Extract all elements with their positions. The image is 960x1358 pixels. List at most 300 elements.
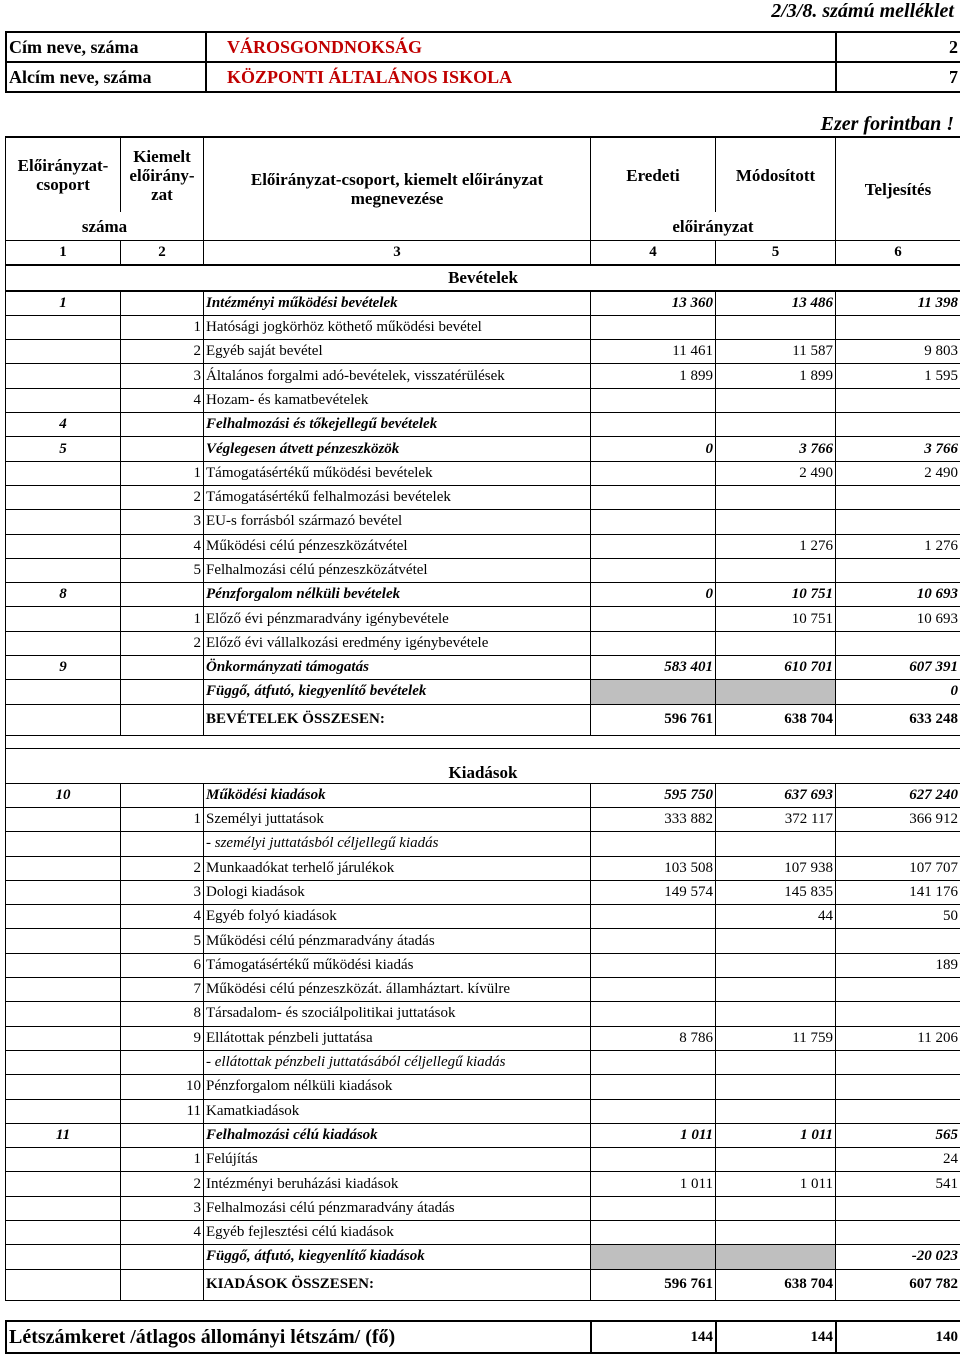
income-group-number (6, 631, 121, 655)
income-item-number (121, 437, 204, 461)
expense-group-number (6, 978, 121, 1002)
expense-row (6, 1050, 960, 1074)
income-modified-value (716, 388, 836, 412)
expense-item-number: 11 (121, 1099, 204, 1123)
income-group-number (6, 607, 121, 631)
expense-group-number (6, 1026, 121, 1050)
headcount-row (6, 1321, 960, 1353)
income-group-number (6, 388, 121, 412)
income-original-value (591, 607, 716, 631)
expense-group-number (6, 1050, 121, 1074)
income-item-name: Működési célú pénzeszközátvétel (204, 534, 591, 558)
income-item-name: Véglegesen átvett pénzeszközök (204, 437, 591, 461)
income-modified-value: 638 704 (716, 704, 836, 735)
income-row (6, 291, 960, 316)
expense-actual-value: 565 (836, 1123, 960, 1147)
income-actual-value: 2 490 (836, 461, 960, 485)
income-modified-value: 2 490 (716, 461, 836, 485)
expense-original-value (591, 1220, 716, 1244)
income-item-number (121, 704, 204, 735)
expense-item-number (121, 832, 204, 856)
page-label: 2/3/8. számú melléklet (771, 0, 954, 22)
header-num-1: 1 (6, 241, 121, 266)
expense-original-value: 333 882 (591, 807, 716, 831)
alcim-name: KÖZPONTI ÁLTALÁNOS ISKOLA (206, 62, 836, 92)
expense-row (6, 1026, 960, 1050)
income-item-number: 2 (121, 485, 204, 509)
expense-actual-value (836, 929, 960, 953)
expense-item-number (121, 1123, 204, 1147)
expense-modified-value (716, 1220, 836, 1244)
header-num-5: 5 (716, 241, 836, 266)
income-group-number: 4 (6, 413, 121, 437)
income-item-name: Támogatásértékű működési bevételek (204, 461, 591, 485)
expense-group-number (6, 807, 121, 831)
income-original-value (591, 485, 716, 509)
expense-item-name: Személyi juttatások (204, 807, 591, 831)
expense-actual-value: -20 023 (836, 1245, 960, 1269)
income-item-name: Függő, átfutó, kiegyenlítő bevételek (204, 680, 591, 704)
income-original-value (591, 558, 716, 582)
expense-modified-value (716, 1050, 836, 1074)
expense-item-name: Felújítás (204, 1148, 591, 1172)
income-actual-value: 11 398 (836, 291, 960, 316)
expense-item-number: 9 (121, 1026, 204, 1050)
income-item-number: 3 (121, 510, 204, 534)
expense-row (6, 953, 960, 977)
expense-item-number: 1 (121, 807, 204, 831)
income-row (6, 437, 960, 461)
alcim-number: 7 (836, 62, 960, 92)
income-original-value: 583 401 (591, 656, 716, 680)
expense-original-value (591, 929, 716, 953)
header-num-4: 4 (591, 241, 716, 266)
expense-original-value (591, 978, 716, 1002)
expense-modified-value: 11 759 (716, 1026, 836, 1050)
expense-item-name: Dologi kiadások (204, 880, 591, 904)
expense-group-number (6, 1269, 121, 1300)
income-group-number (6, 558, 121, 582)
headcount-actual: 140 (836, 1321, 960, 1353)
income-item-number (121, 656, 204, 680)
expense-actual-value (836, 1050, 960, 1074)
expense-actual-value: 541 (836, 1172, 960, 1196)
income-row (6, 461, 960, 485)
expense-modified-value (716, 1245, 836, 1269)
expense-row (6, 1002, 960, 1026)
expense-actual-value: 607 782 (836, 1269, 960, 1300)
income-modified-value (716, 510, 836, 534)
income-item-number: 2 (121, 340, 204, 364)
income-row (6, 607, 960, 631)
expense-row (6, 880, 960, 904)
expense-original-value: 1 011 (591, 1172, 716, 1196)
income-original-value (591, 631, 716, 655)
expense-modified-value: 107 938 (716, 856, 836, 880)
income-row (6, 583, 960, 607)
income-original-value: 596 761 (591, 704, 716, 735)
expense-item-number: 10 (121, 1075, 204, 1099)
income-row (6, 340, 960, 364)
expense-row (6, 905, 960, 929)
income-group-number: 5 (6, 437, 121, 461)
header-numbers-row (6, 241, 960, 266)
expense-item-name: Működési célú pénzeszközát. államháztart. kívülre (204, 978, 591, 1002)
income-original-value: 13 360 (591, 291, 716, 316)
expense-row (6, 929, 960, 953)
income-actual-value (836, 510, 960, 534)
income-group-number (6, 680, 121, 704)
expense-modified-value (716, 1196, 836, 1220)
income-original-value (591, 315, 716, 339)
expense-row (6, 856, 960, 880)
income-item-name: Előző évi pénzmaradvány igénybevétele (204, 607, 591, 631)
cim-number: 2 (836, 32, 960, 62)
income-original-value (591, 534, 716, 558)
expense-original-value (591, 1148, 716, 1172)
income-modified-value: 1 276 (716, 534, 836, 558)
title-table (5, 31, 960, 93)
income-row (6, 558, 960, 582)
expense-group-number (6, 1220, 121, 1244)
section-expenses-title: Kiadások (6, 748, 960, 783)
expense-actual-value: 366 912 (836, 807, 960, 831)
expense-item-name: Működési kiadások (204, 783, 591, 807)
income-modified-value (716, 680, 836, 704)
expense-original-value: 1 011 (591, 1123, 716, 1147)
expense-item-name: Egyéb fejlesztési célú kiadások (204, 1220, 591, 1244)
income-group-number (6, 364, 121, 388)
expense-group-number (6, 929, 121, 953)
expense-row (6, 1196, 960, 1220)
expense-modified-value (716, 1002, 836, 1026)
income-group-number (6, 340, 121, 364)
expense-modified-value: 1 011 (716, 1123, 836, 1147)
budget-table (5, 136, 960, 1301)
expense-modified-value: 145 835 (716, 880, 836, 904)
header-col6: Teljesítés (836, 137, 960, 241)
expense-group-number (6, 905, 121, 929)
income-actual-value (836, 558, 960, 582)
expense-original-value (591, 1075, 716, 1099)
income-group-number (6, 534, 121, 558)
income-row (6, 315, 960, 339)
income-actual-value: 9 803 (836, 340, 960, 364)
expense-modified-value: 637 693 (716, 783, 836, 807)
income-row (6, 704, 960, 735)
income-item-number (121, 583, 204, 607)
header-col4: Eredeti (591, 137, 716, 212)
income-item-number: 4 (121, 388, 204, 412)
income-modified-value: 610 701 (716, 656, 836, 680)
header-col2: Kiemelt előirány-zat (121, 137, 204, 212)
cim-row (6, 32, 960, 62)
expense-actual-value (836, 1002, 960, 1026)
expense-row (6, 783, 960, 807)
income-modified-value: 13 486 (716, 291, 836, 316)
income-item-name: Hatósági jogkörhöz köthető működési bevétel (204, 315, 591, 339)
expense-actual-value (836, 832, 960, 856)
expense-item-number: 2 (121, 856, 204, 880)
income-row (6, 485, 960, 509)
income-actual-value (836, 315, 960, 339)
expense-item-number (121, 783, 204, 807)
income-item-name: BEVÉTELEK ÖSSZESEN: (204, 704, 591, 735)
income-original-value (591, 510, 716, 534)
income-original-value: 1 899 (591, 364, 716, 388)
expense-original-value (591, 1050, 716, 1074)
expense-actual-value (836, 1220, 960, 1244)
expense-original-value (591, 953, 716, 977)
income-group-number (6, 510, 121, 534)
expense-item-name: KIADÁSOK ÖSSZESEN: (204, 1269, 591, 1300)
income-actual-value: 633 248 (836, 704, 960, 735)
expense-original-value (591, 1099, 716, 1123)
expense-item-number: 4 (121, 1220, 204, 1244)
spacer-row (6, 735, 960, 748)
expense-group-number (6, 1148, 121, 1172)
expense-actual-value: 189 (836, 953, 960, 977)
income-original-value (591, 461, 716, 485)
expense-item-name: Munkaadókat terhelő járulékok (204, 856, 591, 880)
income-item-name: Felhalmozási célú pénzeszközátvétel (204, 558, 591, 582)
expense-row (6, 1245, 960, 1269)
expense-group-number: 10 (6, 783, 121, 807)
expense-original-value: 149 574 (591, 880, 716, 904)
income-modified-value: 1 899 (716, 364, 836, 388)
income-row (6, 364, 960, 388)
income-item-number (121, 413, 204, 437)
expense-row (6, 978, 960, 1002)
expense-row (6, 1075, 960, 1099)
expense-item-name: - személyi juttatásból céljellegű kiadás (204, 832, 591, 856)
expense-original-value (591, 1196, 716, 1220)
income-modified-value (716, 413, 836, 437)
expense-row (6, 832, 960, 856)
income-actual-value (836, 485, 960, 509)
expense-actual-value (836, 1196, 960, 1220)
income-item-number: 4 (121, 534, 204, 558)
expense-item-name: Függő, átfutó, kiegyenlítő kiadások (204, 1245, 591, 1269)
expense-item-number (121, 1269, 204, 1300)
cim-name: VÁROSGONDNOKSÁG (206, 32, 836, 62)
expense-item-name: Támogatásértékű működési kiadás (204, 953, 591, 977)
income-group-number: 1 (6, 291, 121, 316)
expense-modified-value (716, 832, 836, 856)
spacer-cell (6, 735, 960, 748)
expense-original-value: 595 750 (591, 783, 716, 807)
income-row (6, 534, 960, 558)
income-group-number (6, 485, 121, 509)
income-original-value: 0 (591, 437, 716, 461)
expense-item-name: Intézményi beruházási kiadások (204, 1172, 591, 1196)
income-modified-value (716, 631, 836, 655)
expense-item-number (121, 1050, 204, 1074)
expense-modified-value: 638 704 (716, 1269, 836, 1300)
income-item-name: EU-s forrásból származó bevétel (204, 510, 591, 534)
expense-actual-value (836, 1075, 960, 1099)
header-szama: száma (6, 212, 204, 241)
income-modified-value (716, 315, 836, 339)
expense-group-number (6, 1075, 121, 1099)
income-item-name: Önkormányzati támogatás (204, 656, 591, 680)
expense-item-name: - ellátottak pénzbeli juttatásából céljellegű kiadás (204, 1050, 591, 1074)
expense-actual-value: 141 176 (836, 880, 960, 904)
income-group-number (6, 704, 121, 735)
income-actual-value (836, 413, 960, 437)
header-col3: Előirányzat-csoport, kiemelt előirányzat megnevezése (204, 137, 591, 241)
income-item-name: Pénzforgalom nélküli bevételek (204, 583, 591, 607)
expense-item-number: 4 (121, 905, 204, 929)
expense-item-number: 5 (121, 929, 204, 953)
income-row (6, 680, 960, 704)
income-item-name: Támogatásértékű felhalmozási bevételek (204, 485, 591, 509)
expense-item-name: Felhalmozási célú kiadások (204, 1123, 591, 1147)
income-original-value (591, 680, 716, 704)
income-row (6, 413, 960, 437)
income-group-number (6, 315, 121, 339)
income-modified-value: 3 766 (716, 437, 836, 461)
expense-group-number (6, 832, 121, 856)
expense-item-name: Egyéb folyó kiadások (204, 905, 591, 929)
expense-row (6, 1148, 960, 1172)
income-original-value (591, 413, 716, 437)
income-item-number: 1 (121, 607, 204, 631)
expense-group-number (6, 880, 121, 904)
headcount-footer (5, 1320, 960, 1354)
income-modified-value: 11 587 (716, 340, 836, 364)
expense-item-number: 3 (121, 880, 204, 904)
income-actual-value: 0 (836, 680, 960, 704)
headcount-label: Létszámkeret /átlagos állományi létszám/ (fő) (6, 1321, 591, 1353)
expense-item-number: 7 (121, 978, 204, 1002)
income-item-number: 1 (121, 461, 204, 485)
expense-item-name: Kamatkiadások (204, 1099, 591, 1123)
expense-original-value (591, 832, 716, 856)
income-actual-value: 3 766 (836, 437, 960, 461)
expense-modified-value: 1 011 (716, 1172, 836, 1196)
expense-item-name: Társadalom- és szociálpolitikai juttatások (204, 1002, 591, 1026)
income-row (6, 388, 960, 412)
income-row (6, 510, 960, 534)
income-group-number (6, 461, 121, 485)
income-item-name: Felhalmozási és tőkejellegű bevételek (204, 413, 591, 437)
expense-modified-value (716, 953, 836, 977)
expense-item-name: Felhalmozási célú pénzmaradvány átadás (204, 1196, 591, 1220)
header-row (6, 137, 960, 212)
expense-original-value: 596 761 (591, 1269, 716, 1300)
expense-row (6, 1172, 960, 1196)
expense-actual-value: 107 707 (836, 856, 960, 880)
expense-modified-value: 44 (716, 905, 836, 929)
header-num-3: 3 (204, 241, 591, 266)
income-group-number: 8 (6, 583, 121, 607)
expense-modified-value (716, 1075, 836, 1099)
expense-item-number: 8 (121, 1002, 204, 1026)
expense-modified-value (716, 1148, 836, 1172)
expense-actual-value: 24 (836, 1148, 960, 1172)
expense-actual-value: 11 206 (836, 1026, 960, 1050)
income-item-name: Egyéb saját bevétel (204, 340, 591, 364)
section-expenses (6, 748, 960, 783)
expense-group-number (6, 1172, 121, 1196)
expense-row (6, 1220, 960, 1244)
income-item-number (121, 680, 204, 704)
expense-item-name: Ellátottak pénzbeli juttatása (204, 1026, 591, 1050)
income-actual-value (836, 631, 960, 655)
expense-modified-value: 372 117 (716, 807, 836, 831)
expense-original-value: 8 786 (591, 1026, 716, 1050)
expense-item-number (121, 1245, 204, 1269)
expense-original-value (591, 1002, 716, 1026)
section-income (6, 265, 960, 290)
expense-group-number (6, 1245, 121, 1269)
expense-group-number (6, 1196, 121, 1220)
income-actual-value: 1 276 (836, 534, 960, 558)
income-row (6, 656, 960, 680)
income-modified-value (716, 558, 836, 582)
header-num-6: 6 (836, 241, 960, 266)
income-original-value: 0 (591, 583, 716, 607)
income-original-value (591, 388, 716, 412)
income-item-name: Általános forgalmi adó-bevételek, visszatérülések (204, 364, 591, 388)
income-item-number (121, 291, 204, 316)
expense-actual-value: 627 240 (836, 783, 960, 807)
expense-group-number: 11 (6, 1123, 121, 1147)
expense-modified-value (716, 978, 836, 1002)
cim-label: Cím neve, száma (6, 32, 206, 62)
expense-actual-value: 50 (836, 905, 960, 929)
alcim-row (6, 62, 960, 92)
income-item-name: Hozam- és kamatbevételek (204, 388, 591, 412)
income-modified-value: 10 751 (716, 607, 836, 631)
income-actual-value (836, 388, 960, 412)
expense-item-number: 1 (121, 1148, 204, 1172)
expense-item-number: 6 (121, 953, 204, 977)
expense-item-name: Pénzforgalom nélküli kiadások (204, 1075, 591, 1099)
headcount-modified: 144 (716, 1321, 836, 1353)
expense-group-number (6, 1002, 121, 1026)
headcount-original: 144 (591, 1321, 716, 1353)
expense-item-number: 3 (121, 1196, 204, 1220)
expense-original-value: 103 508 (591, 856, 716, 880)
expense-modified-value (716, 929, 836, 953)
header-col1: Előirányzat-csoport (6, 137, 121, 212)
income-row (6, 631, 960, 655)
expense-original-value (591, 905, 716, 929)
income-modified-value: 10 751 (716, 583, 836, 607)
expense-group-number (6, 856, 121, 880)
expense-group-number (6, 1099, 121, 1123)
income-actual-value: 10 693 (836, 607, 960, 631)
expense-original-value (591, 1245, 716, 1269)
income-item-number: 2 (121, 631, 204, 655)
income-modified-value (716, 485, 836, 509)
expense-row (6, 1099, 960, 1123)
expense-actual-value (836, 978, 960, 1002)
section-income-title: Bevételek (6, 265, 960, 290)
header-eloiranyzat: előirányzat (591, 212, 836, 241)
expense-item-name: Működési célú pénzmaradvány átadás (204, 929, 591, 953)
income-original-value: 11 461 (591, 340, 716, 364)
income-item-number: 1 (121, 315, 204, 339)
income-item-name: Intézményi működési bevételek (204, 291, 591, 316)
unit-note: Ezer forintban ! (820, 113, 954, 135)
income-item-number: 5 (121, 558, 204, 582)
header-col5: Módosított (716, 137, 836, 212)
expense-modified-value (716, 1099, 836, 1123)
income-actual-value: 607 391 (836, 656, 960, 680)
